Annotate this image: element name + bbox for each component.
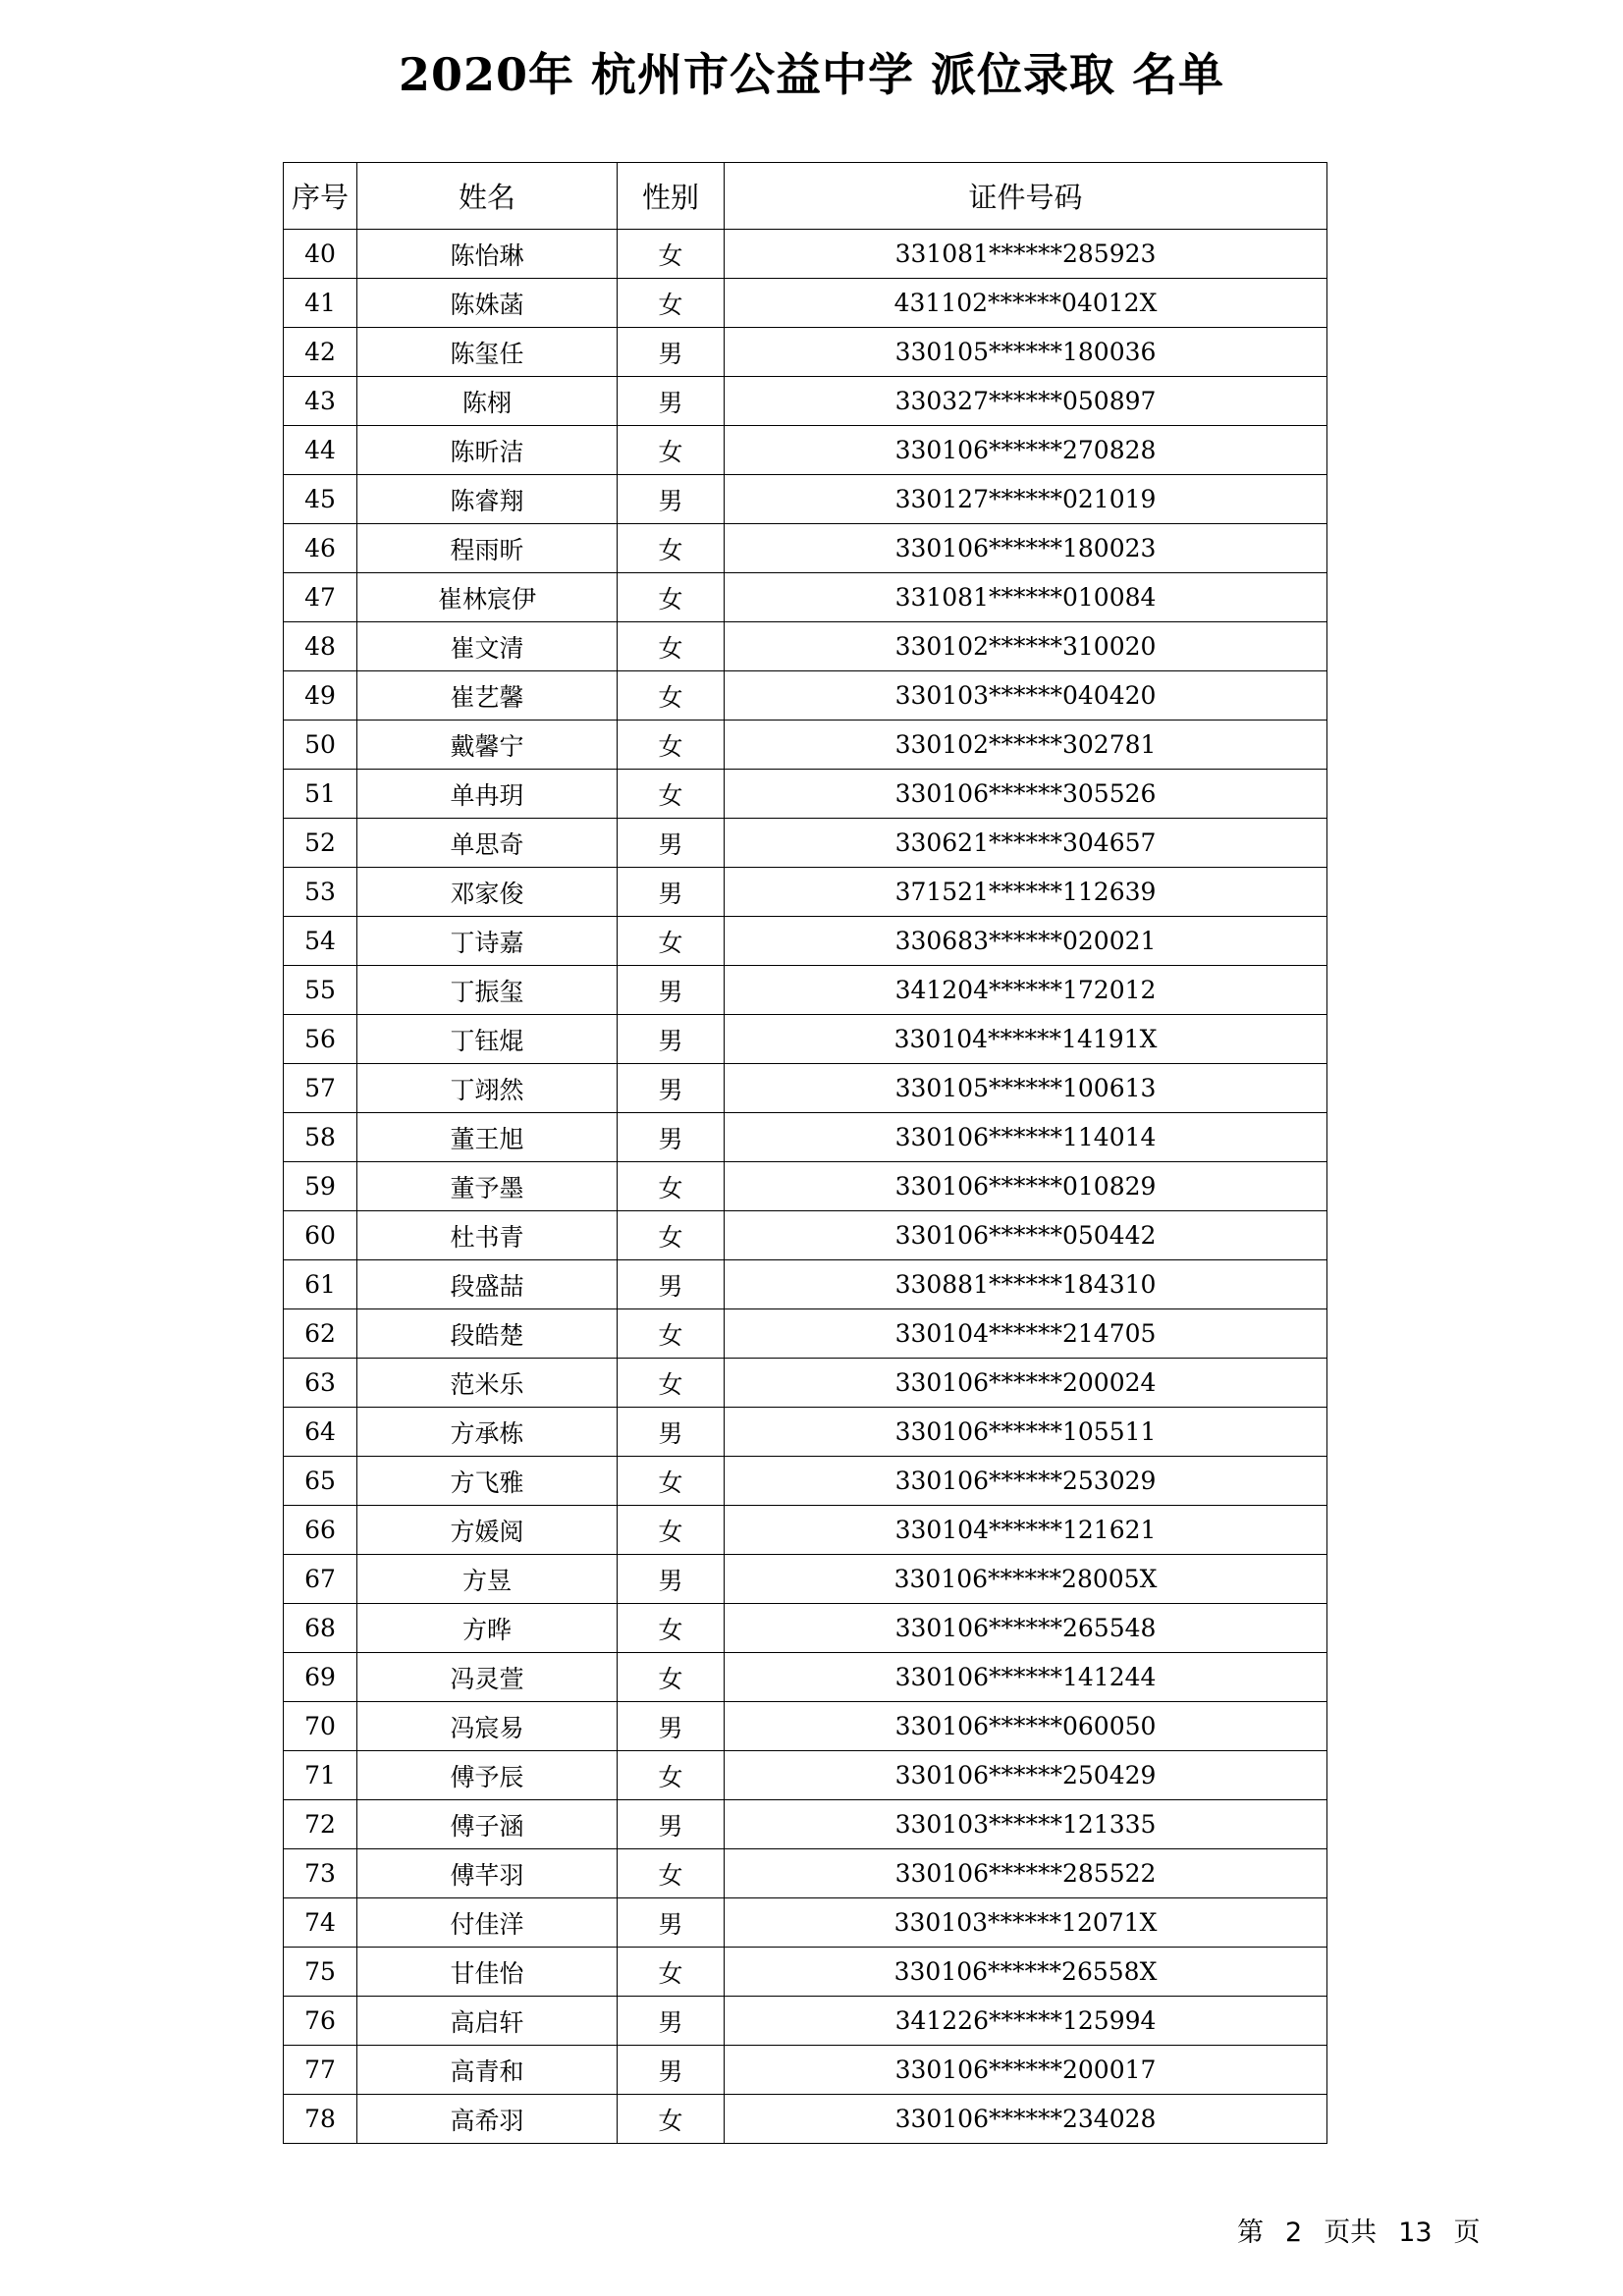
cell-gender: 女: [618, 917, 725, 966]
cell-id-number: 330106******250429: [725, 1751, 1327, 1800]
cell-id-number: 330881******184310: [725, 1260, 1327, 1309]
table-row: [284, 426, 1327, 475]
cell-gender: 男: [618, 1800, 725, 1849]
page-title: 2020年 杭州市公益中学 派位录取 名单: [398, 48, 1225, 101]
cell-seq: 65: [284, 1457, 357, 1506]
table-row: [284, 819, 1327, 868]
cell-seq: 63: [284, 1359, 357, 1408]
table-row: [284, 475, 1327, 524]
table-row: [284, 671, 1327, 721]
header-gender: 性别: [618, 163, 725, 230]
cell-gender: 女: [618, 1457, 725, 1506]
cell-gender: 女: [618, 1948, 725, 1997]
cell-seq: 57: [284, 1064, 357, 1113]
cell-seq: 55: [284, 966, 357, 1015]
cell-id-number: 330106******200017: [725, 2046, 1327, 2095]
table-row: [284, 1260, 1327, 1309]
table-row: [284, 1309, 1327, 1359]
cell-name: 范米乐: [357, 1359, 618, 1408]
footer-prefix: 第: [1237, 2217, 1264, 2248]
cell-gender: 女: [618, 573, 725, 622]
cell-seq: 53: [284, 868, 357, 917]
cell-gender: 女: [618, 279, 725, 328]
cell-gender: 女: [618, 622, 725, 671]
table-row: [284, 328, 1327, 377]
cell-seq: 46: [284, 524, 357, 573]
cell-id-number: 331081******010084: [725, 573, 1327, 622]
cell-seq: 59: [284, 1162, 357, 1211]
cell-id-number: 330104******14191X: [725, 1015, 1327, 1064]
cell-name: 崔艺馨: [357, 671, 618, 721]
table-row: [284, 1751, 1327, 1800]
cell-id-number: 330102******302781: [725, 721, 1327, 770]
cell-gender: 男: [618, 1997, 725, 2046]
cell-gender: 男: [618, 1015, 725, 1064]
cell-seq: 75: [284, 1948, 357, 1997]
cell-gender: 男: [618, 1702, 725, 1751]
cell-gender: 男: [618, 1408, 725, 1457]
cell-seq: 67: [284, 1555, 357, 1604]
cell-seq: 56: [284, 1015, 357, 1064]
cell-id-number: 331081******285923: [725, 230, 1327, 279]
cell-gender: 女: [618, 1211, 725, 1260]
cell-seq: 73: [284, 1849, 357, 1898]
table-row: [284, 868, 1327, 917]
cell-gender: 女: [618, 1506, 725, 1555]
cell-seq: 40: [284, 230, 357, 279]
table-row: [284, 1506, 1327, 1555]
cell-id-number: 330104******214705: [725, 1309, 1327, 1359]
footer-page-number: 2: [1285, 2217, 1303, 2248]
cell-id-number: 330106******26558X: [725, 1948, 1327, 1997]
cell-seq: 42: [284, 328, 357, 377]
cell-name: 傅子涵: [357, 1800, 618, 1849]
cell-id-number: 330103******121335: [725, 1800, 1327, 1849]
roster-table: [283, 162, 1327, 2144]
cell-gender: 女: [618, 1359, 725, 1408]
table-row: [284, 1162, 1327, 1211]
cell-seq: 45: [284, 475, 357, 524]
table-row: [284, 1015, 1327, 1064]
table-row: [284, 1702, 1327, 1751]
cell-name: 方媛阅: [357, 1506, 618, 1555]
table-row: [284, 230, 1327, 279]
cell-seq: 70: [284, 1702, 357, 1751]
cell-gender: 女: [618, 1751, 725, 1800]
cell-name: 甘佳怡: [357, 1948, 618, 1997]
cell-name: 董王旭: [357, 1113, 618, 1162]
cell-id-number: 330127******021019: [725, 475, 1327, 524]
header-name: 姓名: [357, 163, 618, 230]
table-row: [284, 622, 1327, 671]
cell-name: 付佳洋: [357, 1898, 618, 1948]
cell-id-number: 330106******28005X: [725, 1555, 1327, 1604]
cell-gender: 男: [618, 1064, 725, 1113]
table-row: [284, 1064, 1327, 1113]
cell-seq: 49: [284, 671, 357, 721]
cell-name: 陈姝菡: [357, 279, 618, 328]
cell-name: 冯灵萱: [357, 1653, 618, 1702]
cell-seq: 69: [284, 1653, 357, 1702]
cell-id-number: 330106******270828: [725, 426, 1327, 475]
table-row: [284, 1211, 1327, 1260]
cell-id-number: 341204******172012: [725, 966, 1327, 1015]
cell-seq: 78: [284, 2095, 357, 2144]
table-row: [284, 524, 1327, 573]
cell-id-number: 371521******112639: [725, 868, 1327, 917]
cell-id-number: 330106******253029: [725, 1457, 1327, 1506]
table-row: [284, 1457, 1327, 1506]
cell-seq: 74: [284, 1898, 357, 1948]
table-row: [284, 573, 1327, 622]
cell-gender: 男: [618, 1260, 725, 1309]
table-row: [284, 1359, 1327, 1408]
cell-gender: 女: [618, 1162, 725, 1211]
cell-id-number: 330106******285522: [725, 1849, 1327, 1898]
header-row: [284, 163, 1327, 230]
cell-name: 崔文清: [357, 622, 618, 671]
cell-id-number: 330106******265548: [725, 1604, 1327, 1653]
cell-gender: 女: [618, 1849, 725, 1898]
cell-seq: 61: [284, 1260, 357, 1309]
cell-seq: 41: [284, 279, 357, 328]
cell-gender: 女: [618, 671, 725, 721]
header-seq: 序号: [284, 163, 357, 230]
cell-name: 方昱: [357, 1555, 618, 1604]
cell-name: 冯宸易: [357, 1702, 618, 1751]
cell-gender: 男: [618, 1113, 725, 1162]
cell-gender: 男: [618, 1555, 725, 1604]
table-row: [284, 1555, 1327, 1604]
cell-name: 高启轩: [357, 1997, 618, 2046]
cell-id-number: 330106******050442: [725, 1211, 1327, 1260]
table-row: [284, 966, 1327, 1015]
table-row: [284, 1849, 1327, 1898]
cell-id-number: 330102******310020: [725, 622, 1327, 671]
cell-id-number: 330106******060050: [725, 1702, 1327, 1751]
cell-id-number: 330106******010829: [725, 1162, 1327, 1211]
cell-gender: 女: [618, 230, 725, 279]
cell-id-number: 330106******141244: [725, 1653, 1327, 1702]
cell-name: 高青和: [357, 2046, 618, 2095]
table-row: [284, 377, 1327, 426]
cell-id-number: 330683******020021: [725, 917, 1327, 966]
cell-name: 程雨昕: [357, 524, 618, 573]
cell-seq: 60: [284, 1211, 357, 1260]
cell-gender: 男: [618, 966, 725, 1015]
cell-name: 陈昕洁: [357, 426, 618, 475]
table-row: [284, 1948, 1327, 1997]
header-id-number: 证件号码: [725, 163, 1327, 230]
cell-id-number: 330106******105511: [725, 1408, 1327, 1457]
cell-seq: 71: [284, 1751, 357, 1800]
cell-gender: 女: [618, 770, 725, 819]
cell-name: 傅芊羽: [357, 1849, 618, 1898]
table-row: [284, 279, 1327, 328]
cell-seq: 43: [284, 377, 357, 426]
cell-id-number: 330106******200024: [725, 1359, 1327, 1408]
cell-id-number: 330106******234028: [725, 2095, 1327, 2144]
cell-gender: 女: [618, 1653, 725, 1702]
cell-id-number: 330103******040420: [725, 671, 1327, 721]
cell-name: 杜书青: [357, 1211, 618, 1260]
cell-name: 丁钰焜: [357, 1015, 618, 1064]
page-footer: [1237, 2211, 1481, 2249]
cell-name: 段盛喆: [357, 1260, 618, 1309]
cell-id-number: 330105******180036: [725, 328, 1327, 377]
cell-gender: 女: [618, 524, 725, 573]
cell-seq: 48: [284, 622, 357, 671]
cell-gender: 男: [618, 868, 725, 917]
cell-name: 陈睿翔: [357, 475, 618, 524]
cell-name: 陈怡琳: [357, 230, 618, 279]
cell-id-number: 330104******121621: [725, 1506, 1327, 1555]
cell-gender: 男: [618, 377, 725, 426]
table-row: [284, 1898, 1327, 1948]
cell-gender: 女: [618, 721, 725, 770]
cell-name: 邓家俊: [357, 868, 618, 917]
cell-name: 段皓楚: [357, 1309, 618, 1359]
cell-name: 丁翊然: [357, 1064, 618, 1113]
cell-seq: 72: [284, 1800, 357, 1849]
cell-name: 方飞雅: [357, 1457, 618, 1506]
cell-id-number: 330103******12071X: [725, 1898, 1327, 1948]
cell-id-number: 330621******304657: [725, 819, 1327, 868]
cell-name: 崔林宸伊: [357, 573, 618, 622]
cell-name: 董予墨: [357, 1162, 618, 1211]
cell-id-number: 330106******180023: [725, 524, 1327, 573]
cell-id-number: 341226******125994: [725, 1997, 1327, 2046]
cell-seq: 44: [284, 426, 357, 475]
footer-suffix: 页: [1453, 2217, 1481, 2248]
table-row: [284, 770, 1327, 819]
cell-name: 单冉玥: [357, 770, 618, 819]
cell-seq: 54: [284, 917, 357, 966]
footer-total-pages: 13: [1398, 2217, 1433, 2248]
cell-seq: 58: [284, 1113, 357, 1162]
cell-seq: 76: [284, 1997, 357, 2046]
cell-seq: 68: [284, 1604, 357, 1653]
cell-name: 丁振玺: [357, 966, 618, 1015]
cell-seq: 50: [284, 721, 357, 770]
table-row: [284, 1653, 1327, 1702]
cell-gender: 女: [618, 1604, 725, 1653]
table-row: [284, 2046, 1327, 2095]
table-row: [284, 1113, 1327, 1162]
cell-seq: 62: [284, 1309, 357, 1359]
cell-name: 戴馨宁: [357, 721, 618, 770]
cell-seq: 51: [284, 770, 357, 819]
cell-name: 陈栩: [357, 377, 618, 426]
cell-seq: 52: [284, 819, 357, 868]
cell-seq: 64: [284, 1408, 357, 1457]
cell-name: 傅予辰: [357, 1751, 618, 1800]
table-row: [284, 721, 1327, 770]
cell-seq: 47: [284, 573, 357, 622]
cell-id-number: 431102******04012X: [725, 279, 1327, 328]
cell-gender: 女: [618, 1309, 725, 1359]
cell-id-number: 330106******114014: [725, 1113, 1327, 1162]
cell-gender: 男: [618, 475, 725, 524]
cell-id-number: 330105******100613: [725, 1064, 1327, 1113]
cell-gender: 男: [618, 819, 725, 868]
table-row: [284, 917, 1327, 966]
cell-seq: 77: [284, 2046, 357, 2095]
roster-body: [284, 230, 1327, 2144]
cell-name: 丁诗嘉: [357, 917, 618, 966]
cell-gender: 男: [618, 328, 725, 377]
cell-gender: 男: [618, 1898, 725, 1948]
cell-gender: 女: [618, 426, 725, 475]
table-row: [284, 1604, 1327, 1653]
cell-id-number: 330327******050897: [725, 377, 1327, 426]
cell-name: 高希羽: [357, 2095, 618, 2144]
table-row: [284, 1408, 1327, 1457]
table-row: [284, 1997, 1327, 2046]
table-row: [284, 2095, 1327, 2144]
cell-name: 单思奇: [357, 819, 618, 868]
table-row: [284, 1800, 1327, 1849]
cell-seq: 66: [284, 1506, 357, 1555]
cell-gender: 女: [618, 2095, 725, 2144]
cell-name: 方晔: [357, 1604, 618, 1653]
cell-id-number: 330106******305526: [725, 770, 1327, 819]
cell-gender: 男: [618, 2046, 725, 2095]
footer-middle: 页共: [1324, 2217, 1378, 2248]
cell-name: 方承栋: [357, 1408, 618, 1457]
cell-name: 陈玺任: [357, 328, 618, 377]
